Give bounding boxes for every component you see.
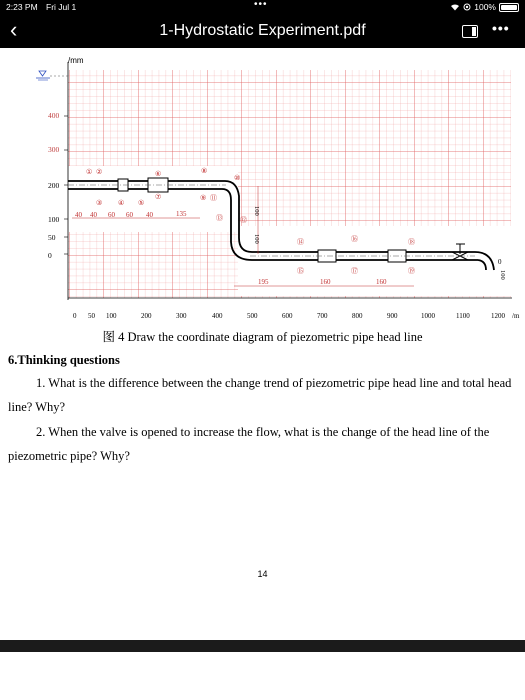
dim-135: 135 bbox=[176, 210, 187, 218]
pipe-area-lower bbox=[238, 226, 511, 296]
y-tick-50: 50 bbox=[48, 233, 56, 242]
x-tick-500: 500 bbox=[247, 312, 258, 320]
y-tick-0: 0 bbox=[48, 251, 52, 260]
tap-19: ⑲ bbox=[408, 267, 415, 275]
status-bar bbox=[0, 0, 525, 14]
vdim-100-b: 100 bbox=[253, 234, 260, 244]
vdim-100-c: 100 bbox=[499, 270, 506, 280]
status-right bbox=[450, 2, 519, 12]
tap-4: ④ bbox=[118, 199, 125, 207]
tap-2: ② bbox=[96, 168, 103, 176]
tap-11: ⑪ bbox=[210, 194, 217, 202]
multitasking-dots[interactable]: ••• bbox=[254, 0, 268, 10]
dim-60-b: 60 bbox=[126, 211, 133, 219]
status-date: Fri Jul 1 bbox=[46, 2, 77, 12]
wifi-icon bbox=[450, 3, 460, 11]
bottom-toolbar bbox=[0, 640, 525, 652]
dim-60-a: 60 bbox=[108, 211, 115, 219]
y-tick-300: 300 bbox=[48, 145, 60, 154]
dim-40-c: 40 bbox=[146, 211, 153, 219]
tap-6: ⑥ bbox=[155, 170, 162, 178]
tap-17: ⑰ bbox=[351, 267, 358, 275]
y-tick-400: 400 bbox=[48, 111, 60, 120]
y-tick-100: 100 bbox=[48, 215, 60, 224]
tap-15: ⑮ bbox=[297, 267, 304, 275]
x-tick-1200: 1200 bbox=[491, 312, 505, 320]
x-tick-1100: 1100 bbox=[456, 312, 470, 320]
battery-percent: 100% bbox=[474, 2, 496, 12]
right-zero-label: 0 bbox=[498, 258, 502, 266]
tap-18: ⑱ bbox=[408, 238, 415, 246]
chevron-left-icon[interactable]: ‹ bbox=[10, 17, 18, 42]
page-number: 14 bbox=[257, 569, 268, 579]
bottom-blank bbox=[0, 652, 525, 700]
dim-40-b: 40 bbox=[90, 211, 97, 219]
document-title: 1-Hydrostatic Experiment.pdf bbox=[159, 22, 366, 39]
battery-icon bbox=[499, 3, 519, 12]
tap-8: ⑧ bbox=[201, 167, 208, 175]
x-tick-100: 100 bbox=[106, 312, 117, 320]
x-tick-400: 400 bbox=[212, 312, 223, 320]
tap-1: ① bbox=[86, 168, 93, 176]
figure-caption: 图 4 Draw the coordinate diagram of piezometric pipe head line bbox=[102, 330, 423, 344]
x-tick-200: 200 bbox=[141, 312, 152, 320]
x-tick-700: 700 bbox=[317, 312, 328, 320]
dim-160-a: 160 bbox=[320, 278, 331, 286]
x-tick-600: 600 bbox=[282, 312, 293, 320]
x-tick-50: 50 bbox=[88, 312, 95, 320]
tap-12: ⑫ bbox=[240, 216, 247, 224]
tap-10: ⑩ bbox=[234, 174, 241, 182]
dim-40-a: 40 bbox=[75, 211, 82, 219]
tap-7: ⑦ bbox=[155, 193, 162, 201]
tap-5: ⑤ bbox=[138, 199, 145, 207]
status-time: 2:23 PM bbox=[6, 2, 38, 12]
tap-14: ⑭ bbox=[297, 238, 304, 246]
vdim-100-a: 100 bbox=[253, 206, 260, 216]
tap-3: ③ bbox=[96, 199, 103, 207]
pdf-page bbox=[0, 48, 525, 640]
x-tick-900: 900 bbox=[387, 312, 398, 320]
y-unit: /mm bbox=[68, 56, 84, 65]
question-2: 2. When the valve is opened to increase the flow, what is the change of the head line of the piezometric pipe? Why? bbox=[8, 425, 490, 463]
dim-195: 195 bbox=[258, 278, 269, 286]
y-tick-200: 200 bbox=[48, 181, 60, 190]
x-unit: /m bbox=[512, 312, 520, 320]
location-icon bbox=[463, 3, 471, 11]
dim-160-b: 160 bbox=[376, 278, 387, 286]
water-level-icon bbox=[36, 71, 68, 80]
x-tick-1000: 1000 bbox=[421, 312, 435, 320]
nav-bar bbox=[0, 14, 525, 48]
x-tick-800: 800 bbox=[352, 312, 363, 320]
x-tick-0: 0 bbox=[73, 312, 77, 320]
section-heading: 6.Thinking questions bbox=[8, 353, 120, 367]
page-view-icon[interactable] bbox=[462, 25, 478, 38]
more-options-button[interactable]: ••• bbox=[492, 20, 510, 36]
x-tick-300: 300 bbox=[176, 312, 187, 320]
tap-16: ⑯ bbox=[351, 235, 358, 243]
tap-13: ⑬ bbox=[216, 214, 223, 222]
question-1: 1. What is the difference between the change trend of piezometric pipe head line and total head line? Why? bbox=[8, 376, 512, 414]
piezometric-diagram bbox=[0, 48, 525, 324]
tap-9: ⑨ bbox=[200, 194, 207, 202]
